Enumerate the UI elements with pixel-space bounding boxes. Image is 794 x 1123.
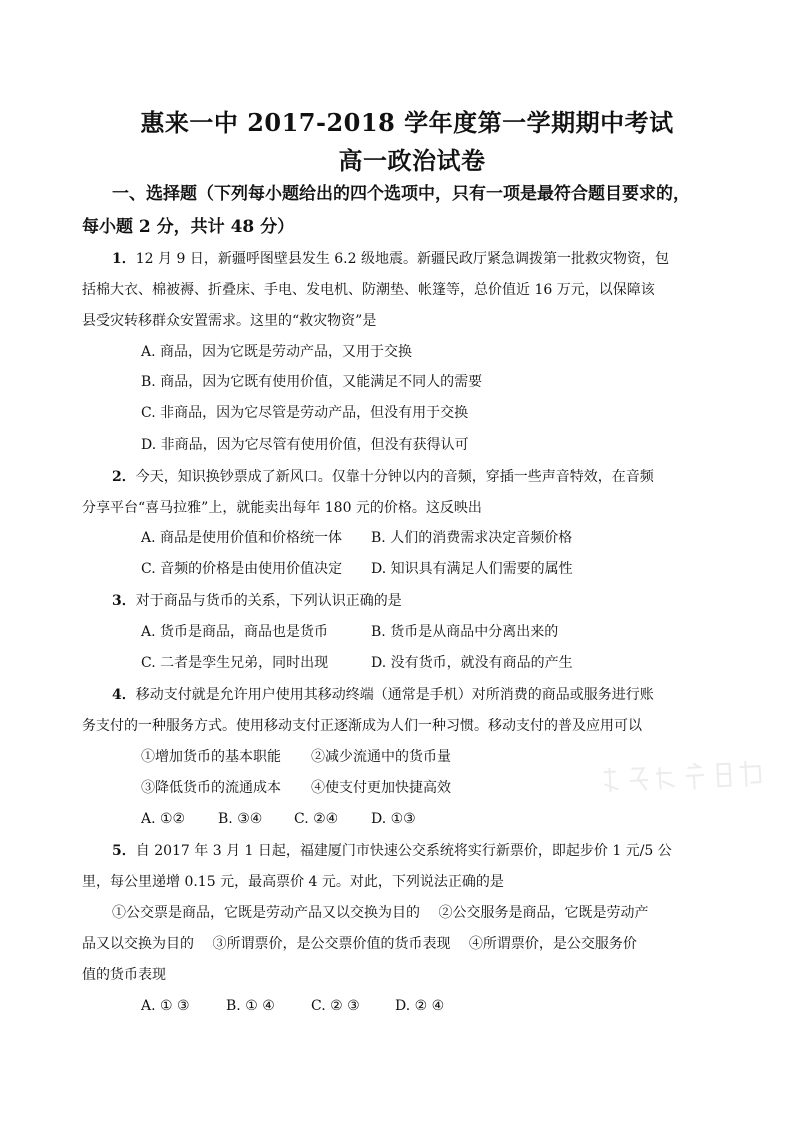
section-heading bbox=[82, 178, 692, 244]
question-number: 1． bbox=[112, 251, 136, 267]
question-3-option-a[interactable]: A. 货币是商品，商品也是货币 bbox=[141, 624, 329, 640]
question-number: 5． bbox=[112, 843, 136, 859]
question-1-line1: 12 月 9 日，新疆呼图壁县发生 6.2 级地震。新疆民政厅紧急调拨第一批救灾物资，包 bbox=[135, 251, 669, 267]
question-4-stem bbox=[82, 680, 687, 742]
question-4-statement-1: ①增加货币的基本职能 bbox=[141, 749, 281, 765]
exam-subtitle: 高一政治试卷 bbox=[338, 146, 486, 175]
question-5-line5: 值的货币表现 bbox=[82, 967, 166, 983]
question-5-line3: ①公交票是商品，它既是劳动产品又以交换为目的 ②公交服务是商品，它既是劳动产 bbox=[112, 905, 649, 921]
question-5-option-c[interactable]: C. ② ③ bbox=[311, 998, 360, 1014]
question-2-option-d[interactable]: D. 知识具有满足人们需要的属性 bbox=[371, 561, 573, 577]
question-4-option-c[interactable]: C. ②④ bbox=[294, 811, 339, 827]
question-2-stem bbox=[82, 462, 687, 524]
question-1-option-b[interactable]: B. 商品，因为它既有使用价值，又能满足不同人的需要 bbox=[141, 374, 483, 390]
exam-title: 惠来一中 2017-2018 学年度第一学期期中考试 bbox=[140, 108, 674, 137]
question-number: 2． bbox=[112, 469, 136, 485]
question-5-option-d[interactable]: D. ② ④ bbox=[395, 998, 445, 1014]
question-4-statement-4: ④使支付更加快捷高效 bbox=[311, 780, 451, 796]
question-1-option-a[interactable]: A. 商品，因为它既是劳动产品，又用于交换 bbox=[141, 344, 413, 360]
question-3-stem bbox=[112, 586, 687, 617]
question-2-option-a[interactable]: A. 商品是使用价值和价格统一体 bbox=[141, 530, 343, 546]
question-3-option-b[interactable]: B. 货币是从商品中分离出来的 bbox=[371, 624, 559, 640]
question-2-option-c[interactable]: C. 音频的价格是由使用价值决定 bbox=[141, 561, 343, 577]
question-4-statement-3: ③降低货币的流通成本 bbox=[141, 780, 281, 796]
section-heading-line1: 一、选择题（下列每小题给出的四个选项中，只有一项是最符合题目要求的， bbox=[112, 184, 690, 204]
question-number: 4． bbox=[112, 687, 136, 703]
question-5-statements bbox=[82, 898, 687, 991]
question-1-stem bbox=[82, 244, 687, 337]
question-5-line2: 里，每公里递增 0.15 元，最高票价 4 元。对此，下列说法正确的是 bbox=[82, 874, 504, 890]
question-1-option-c[interactable]: C. 非商品，因为它尽管是劳动产品，但没有用于交换 bbox=[141, 405, 469, 421]
question-2-line2: 分享平台“喜马拉雅”上，就能卖出每年 180 元的价格。这反映出 bbox=[82, 500, 482, 516]
question-5-stem bbox=[82, 836, 687, 898]
question-4-option-d[interactable]: D. ①③ bbox=[371, 811, 416, 827]
question-1-line2: 括棉大衣、棉被褥、折叠床、手电、发电机、防潮垫、帐篷等，总价值近 16 万元，以保障该 bbox=[82, 282, 655, 298]
question-3-option-c[interactable]: C. 二者是孪生兄弟，同时出现 bbox=[141, 655, 329, 671]
question-4-option-a[interactable]: A. ①② bbox=[141, 811, 186, 827]
question-3-option-d[interactable]: D. 没有货币，就没有商品的产生 bbox=[371, 655, 573, 671]
question-2-option-b[interactable]: B. 人们的消费需求决定音频价格 bbox=[371, 530, 573, 546]
question-5-line4: 品又以交换为目的 ③所谓票价，是公交票价值的货币表现 ④所谓票价，是公交服务价 bbox=[82, 936, 637, 952]
question-2-line1: 今天，知识换钞票成了新风口。仅靠十分钟以内的音频，穿插一些声音特效，在音频 bbox=[135, 469, 654, 485]
question-4-option-b[interactable]: B. ③④ bbox=[218, 811, 263, 827]
question-5-option-b[interactable]: B. ① ④ bbox=[226, 998, 275, 1014]
question-1-line3: 县受灾转移群众安置需求。这里的“救灾物资”是 bbox=[82, 313, 377, 329]
question-5-line1: 自 2017 年 3 月 1 日起，福建厦门市快速公交系统将实行新票价，即起步价 1 元/5 公 bbox=[135, 843, 672, 859]
question-4-statement-2: ②减少流通中的货币量 bbox=[311, 749, 451, 765]
section-heading-line2: 每小题 2 分，共计 48 分） bbox=[82, 217, 295, 237]
question-4-line2: 务支付的一种服务方式。使用移动支付正逐渐成为人们一种习惯。移动支付的普及应用可以 bbox=[82, 718, 642, 734]
question-number: 3． bbox=[112, 593, 136, 609]
question-1-option-d[interactable]: D. 非商品，因为它尽管有使用价值，但没有获得认可 bbox=[141, 437, 469, 453]
question-4-line1: 移动支付就是允许用户使用其移动终端（通常是手机）对所消费的商品或服务进行账 bbox=[135, 687, 654, 703]
question-5-option-a[interactable]: A. ① ③ bbox=[141, 998, 190, 1014]
watermark-graphic bbox=[599, 756, 771, 799]
question-3-line1: 对于商品与货币的关系，下列认识正确的是 bbox=[135, 593, 402, 609]
